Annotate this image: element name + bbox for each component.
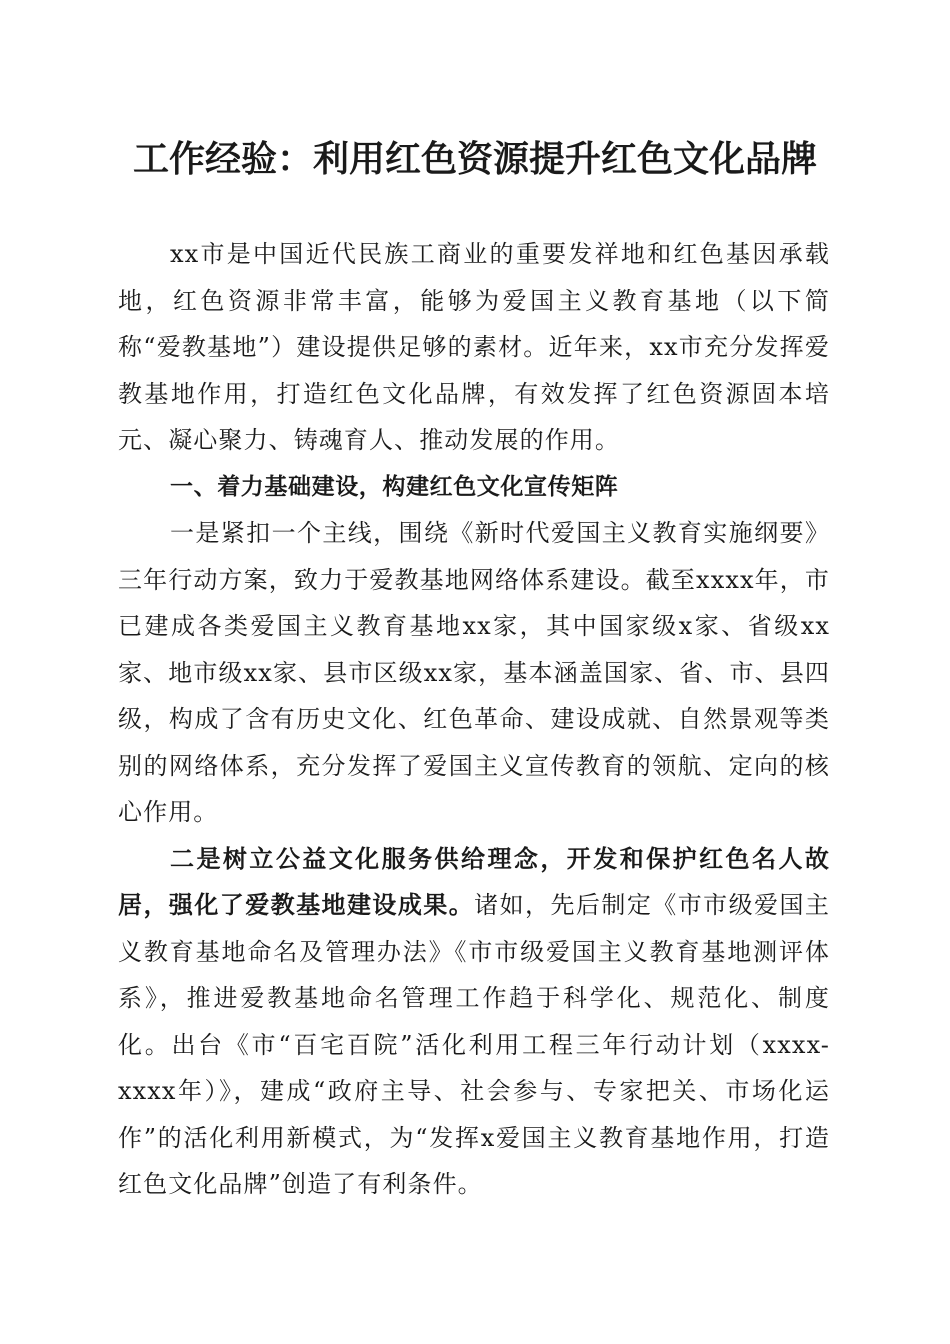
- paragraph-body-text: 诸如，先后制定《市市级爱国主义教育基地命名及管理办法》《市市级爱国主义教育基地测评体系》，推进爱教基地命名管理工作趋于科学化、规范化、制度化。出台《市“百宅百院”活化利用工程三年行动计划（xxxx-xxxx年）》，建成“政府主导、社会参与、专家把关、市场化运作”的活化利用新模式，为“发挥x爱国主义教育基地作用，打造红色文化品牌”创造了有利条件。: [118, 891, 830, 1198]
- section1-paragraph-2: [118, 836, 830, 1208]
- paragraph-lead-sentence: 二是树立公益文化服务供给理念，开发和保护红色名人故居，强化了爱教基地建设成果。: [118, 843, 830, 919]
- section1-paragraph-1: 一是紧扣一个主线，围绕《新时代爱国主义教育实施纲要》三年行动方案，致力于爱教基地网络体系建设。截至xxxx年，市已建成各类爱国主义教育基地xx家，其中国家级x家、省级xx家、地市级xx家、县市区级xx家，基本涵盖国家、省、市、县四级，构成了含有历史文化、红色革命、建设成就、自然景观等类别的网络体系，充分发挥了爱国主义宣传教育的领航、定向的核心作用。: [118, 519, 830, 826]
- section-heading-1: 一、着力基础建设，构建红色文化宣传矩阵: [170, 473, 619, 500]
- document-title: 工作经验：利用红色资源提升红色文化品牌: [132, 139, 817, 180]
- intro-paragraph: xx市是中国近代民族工商业的重要发祥地和红色基因承载地，红色资源非常丰富，能够为爱国主义教育基地（以下简称“爱教基地”）建设提供足够的素材。近年来，xx市充分发挥爱教基地作用，打造红色文化品牌，有效发挥了红色资源固本培元、凝心聚力、铸魂育人、推动发展的作用。: [118, 240, 830, 454]
- document-body: [118, 231, 830, 1208]
